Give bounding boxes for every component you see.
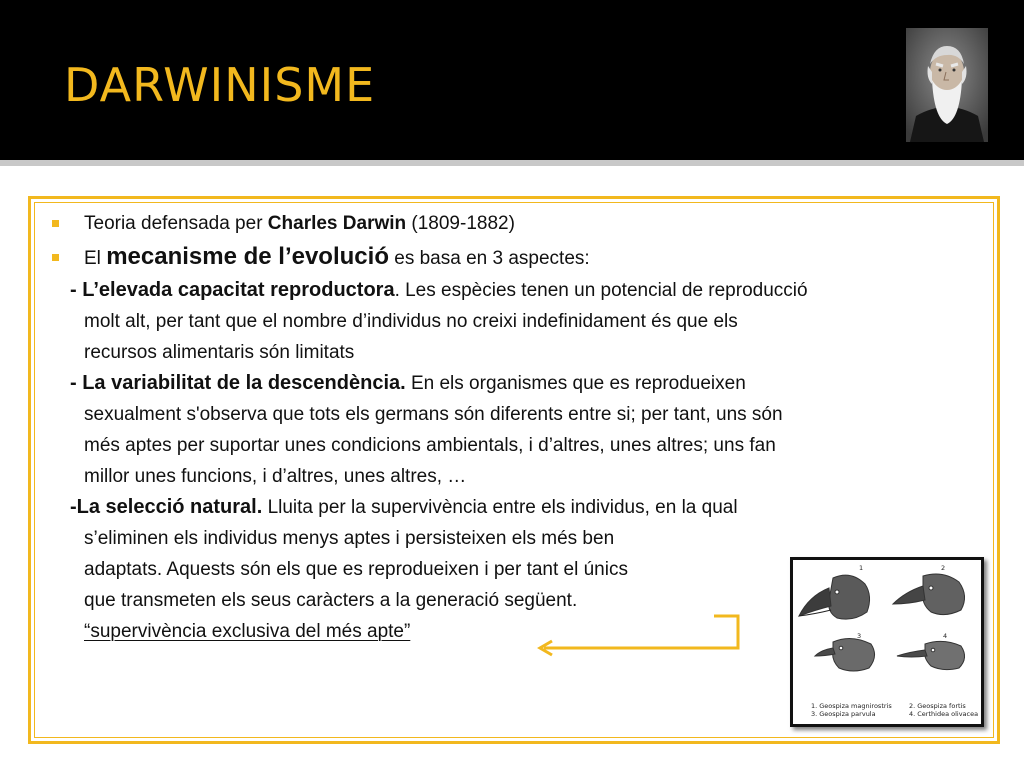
bullet-text: El xyxy=(84,248,107,269)
figure-caption: 4. Certhidea olivacea xyxy=(909,710,979,718)
bullet-darwin xyxy=(50,208,1000,239)
figure-caption: 1. Geospiza magnirostris xyxy=(811,702,892,710)
bullet-bold: Charles Darwin xyxy=(267,213,407,234)
figure-caption: 2. Geospiza fortis xyxy=(909,702,966,710)
survival-quote: “supervivència exclusiva del més apte” xyxy=(84,621,411,642)
aspect-reproduction xyxy=(70,275,1000,368)
aspect-text: millor unes funcions, i d’altres, unes altres, … xyxy=(84,466,467,487)
figure-number: 1 xyxy=(859,564,864,572)
aspect-text: s’eliminen els individus menys aptes i persisteixen els més ben xyxy=(84,528,615,549)
bullet-text: Teoria defensada per xyxy=(84,213,268,234)
aspect-text: En els organismes que es reprodueixen xyxy=(405,373,746,394)
slide-title: DARWINISME xyxy=(64,58,376,112)
figure-caption: 3. Geospiza parvula xyxy=(811,710,876,718)
aspect-text: Lluita per la supervivència entre els individus, en la qual xyxy=(262,497,738,518)
bullet-text: (1809-1882) xyxy=(406,213,515,234)
aspect-heading: - L’elevada capacitat reproductora xyxy=(70,279,395,301)
figure-number: 4 xyxy=(943,632,948,640)
finches-figure xyxy=(790,557,984,727)
bullet-square-icon xyxy=(52,220,59,227)
aspect-text: molt alt, per tant que el nombre d’individus no creixi indefinidament és que els xyxy=(84,311,738,332)
aspect-text: adaptats. Aquests són els que es reprodueixen i per tant el únics xyxy=(84,559,628,580)
finch-beaks-icon xyxy=(793,560,981,700)
aspect-text: més aptes per suportar unes condicions ambientals, i d’altres, unes altres; uns fan xyxy=(84,435,776,456)
aspect-line xyxy=(70,368,1000,399)
figure-number: 3 xyxy=(857,632,862,640)
aspect-line xyxy=(70,492,1000,523)
bullet-bold: mecanisme de l’evolució xyxy=(106,243,389,270)
aspect-line xyxy=(70,275,1000,306)
aspect-text: . Les espècies tenen un potencial de reproducció xyxy=(394,280,808,301)
bullet-square-icon xyxy=(52,254,59,261)
figure-number: 2 xyxy=(941,564,946,572)
aspect-heading: - La variabilitat de la descendència. xyxy=(70,372,406,394)
aspect-heading: -La selecció natural. xyxy=(70,496,263,518)
aspect-text: recursos alimentaris són limitats xyxy=(84,342,355,363)
title-bar xyxy=(0,0,1024,160)
aspect-text: sexualment s'observa que tots els germans són diferents entre si; per tant, uns són xyxy=(84,404,783,425)
darwin-portrait-icon xyxy=(906,28,988,142)
bullet-text: es basa en 3 aspectes: xyxy=(388,248,590,269)
bullet-mechanism xyxy=(50,239,1000,275)
aspect-variability xyxy=(70,368,1000,492)
header-divider xyxy=(0,160,1024,166)
aspect-text: que transmeten els seus caràcters a la generació següent. xyxy=(84,590,578,611)
bracket-arrow-icon xyxy=(530,612,745,660)
